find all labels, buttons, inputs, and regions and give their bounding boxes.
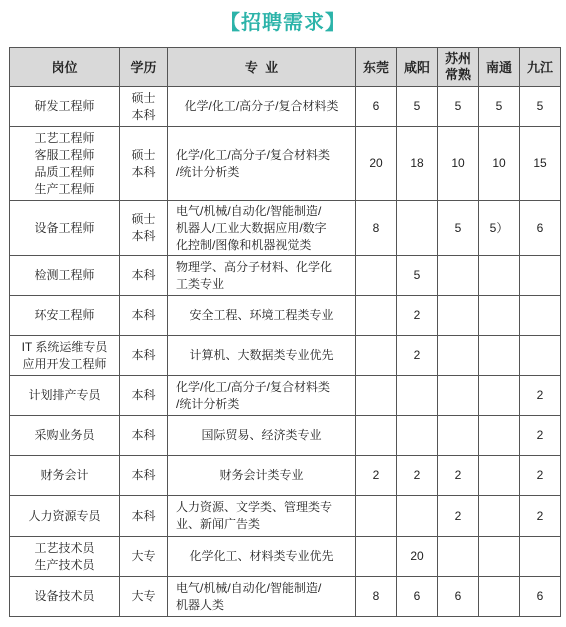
education-cell-line: 本科 <box>131 468 156 482</box>
count-xianyang: 2 <box>397 296 438 336</box>
education-cell-line: 大专 <box>131 549 156 563</box>
education-cell-line: 硕士 <box>131 90 156 105</box>
count-xianyang: 20 <box>397 537 438 577</box>
education-cell <box>120 376 168 416</box>
education-cell-line: 本科 <box>131 388 156 402</box>
count-dongguan <box>356 496 397 537</box>
count-jiujiang: 2 <box>520 496 561 537</box>
major-cell-line: 化控制/图像和机器视觉类 <box>176 237 312 252</box>
position-cell <box>10 496 120 537</box>
table-row <box>10 256 561 296</box>
header-education: 学历 <box>120 48 168 87</box>
table-row <box>10 496 561 537</box>
count-jiujiang <box>520 256 561 296</box>
major-cell-line: 电气/机械/自动化/智能制造/ <box>176 203 322 218</box>
position-cell-line: 客服工程师 <box>34 147 95 162</box>
position-cell-line: 生产技术员 <box>34 557 95 572</box>
education-cell-line: 本科 <box>131 107 156 122</box>
major-cell-line: 机器人类 <box>176 597 225 612</box>
count-nantong <box>479 537 520 577</box>
major-cell-line: 国际贸易、经济类专业 <box>201 428 322 442</box>
table-row <box>10 127 561 201</box>
count-dongguan: 8 <box>356 201 397 256</box>
position-cell-line: 计划排产专员 <box>28 388 101 402</box>
table-header-row <box>10 48 561 87</box>
count-jiujiang <box>520 537 561 577</box>
major-cell <box>168 296 356 336</box>
count-xianyang: 6 <box>397 577 438 617</box>
position-cell <box>10 577 120 617</box>
position-cell <box>10 127 120 201</box>
count-jiujiang: 6 <box>520 201 561 256</box>
position-cell-line: 人力资源专员 <box>28 508 101 523</box>
count-suzhou-changshu <box>438 537 479 577</box>
education-cell <box>120 416 168 456</box>
count-suzhou-changshu: 6 <box>438 577 479 617</box>
count-jiujiang: 2 <box>520 456 561 496</box>
table-row <box>10 296 561 336</box>
position-cell-line: 工艺技术员 <box>34 540 95 555</box>
count-dongguan: 2 <box>356 456 397 496</box>
education-cell <box>120 456 168 496</box>
education-cell-line: 硕士 <box>131 147 156 162</box>
count-dongguan <box>356 416 397 456</box>
major-cell-line: 业、新闻广告类 <box>176 517 261 531</box>
table-row <box>10 201 561 256</box>
major-cell-line: 安全工程、环境工程类专业 <box>189 308 334 322</box>
position-cell <box>10 87 120 127</box>
count-xianyang: 2 <box>397 336 438 376</box>
major-cell-line: 电气/机械/自动化/智能制造/ <box>176 580 322 595</box>
education-cell-line: 本科 <box>131 268 156 282</box>
count-xianyang: 18 <box>397 127 438 201</box>
count-xianyang <box>397 416 438 456</box>
count-xianyang: 5 <box>397 87 438 127</box>
position-cell <box>10 296 120 336</box>
education-cell <box>120 127 168 201</box>
position-cell-line: IT 系统运维专员 <box>21 339 108 354</box>
header-xianyang: 咸阳 <box>397 48 438 87</box>
major-cell-line: 财务会计类专业 <box>219 468 304 482</box>
education-cell <box>120 577 168 617</box>
table-row <box>10 456 561 496</box>
header-suzhou-changshu: 苏州 常熟 <box>438 48 479 87</box>
count-suzhou-changshu <box>438 296 479 336</box>
major-cell <box>168 256 356 296</box>
count-jiujiang: 2 <box>520 376 561 416</box>
position-cell-line: 品质工程师 <box>34 164 95 179</box>
count-xianyang <box>397 376 438 416</box>
education-cell-line: 大专 <box>131 589 156 603</box>
count-jiujiang: 15 <box>520 127 561 201</box>
major-cell <box>168 336 356 376</box>
education-cell <box>120 256 168 296</box>
count-jiujiang: 2 <box>520 416 561 456</box>
count-suzhou-changshu <box>438 336 479 376</box>
education-cell-line: 本科 <box>131 229 156 243</box>
education-cell <box>120 496 168 537</box>
header-dongguan: 东莞 <box>356 48 397 87</box>
header-jiujiang: 九江 <box>520 48 561 87</box>
count-suzhou-changshu <box>438 416 479 456</box>
table-row <box>10 577 561 617</box>
count-xianyang: 5 <box>397 256 438 296</box>
major-cell-line: 计算机、大数据类专业优先 <box>189 348 334 362</box>
count-xianyang: 2 <box>397 456 438 496</box>
table-row <box>10 87 561 127</box>
position-cell-line: 采购业务员 <box>34 428 95 442</box>
education-cell-line: 本科 <box>131 348 156 362</box>
education-cell <box>120 537 168 577</box>
position-cell-line: 检测工程师 <box>34 268 95 282</box>
education-cell <box>120 336 168 376</box>
major-cell <box>168 456 356 496</box>
count-jiujiang: 6 <box>520 577 561 617</box>
major-cell <box>168 127 356 201</box>
count-suzhou-changshu: 2 <box>438 456 479 496</box>
table-row <box>10 376 561 416</box>
major-cell-line: 人力资源、文学类、管理类专 <box>176 500 333 514</box>
major-cell-line: 物理学、高分子材料、化学化 <box>176 259 333 274</box>
count-suzhou-changshu <box>438 256 479 296</box>
position-cell-line: 应用开发工程师 <box>22 356 107 371</box>
count-nantong <box>479 376 520 416</box>
count-nantong: 10 <box>479 127 520 201</box>
major-cell <box>168 496 356 537</box>
table-row <box>10 416 561 456</box>
major-cell <box>168 87 356 127</box>
count-suzhou-changshu: 5 <box>438 87 479 127</box>
position-cell <box>10 201 120 256</box>
count-nantong: 5 <box>479 87 520 127</box>
major-cell-line: 化学/化工/高分子/复合材料类 <box>184 99 339 113</box>
count-jiujiang: 5 <box>520 87 561 127</box>
position-cell-line: 研发工程师 <box>34 99 95 113</box>
education-cell <box>120 87 168 127</box>
position-cell <box>10 376 120 416</box>
table-row <box>10 336 561 376</box>
position-cell-line: 财务会计 <box>40 468 89 482</box>
education-cell-line: 硕士 <box>131 212 156 226</box>
table-row <box>10 537 561 577</box>
education-cell <box>120 201 168 256</box>
count-nantong <box>479 336 520 376</box>
count-suzhou-changshu: 2 <box>438 496 479 537</box>
count-nantong <box>479 256 520 296</box>
header-major: 专 业 <box>168 48 356 87</box>
count-nantong <box>479 577 520 617</box>
position-cell <box>10 336 120 376</box>
major-cell <box>168 577 356 617</box>
recruitment-table <box>9 47 561 617</box>
position-cell-line: 设备技术员 <box>34 589 95 603</box>
major-cell <box>168 416 356 456</box>
count-dongguan <box>356 537 397 577</box>
major-cell-line: 化学/化工/高分子/复合材料类 <box>176 147 331 162</box>
count-suzhou-changshu <box>438 376 479 416</box>
education-cell-line: 本科 <box>131 508 156 523</box>
position-cell <box>10 456 120 496</box>
count-dongguan <box>356 296 397 336</box>
header-nantong: 南通 <box>479 48 520 87</box>
count-dongguan <box>356 256 397 296</box>
major-cell-line: 工类专业 <box>176 276 225 291</box>
position-cell <box>10 416 120 456</box>
position-cell-line: 生产工程师 <box>34 181 95 196</box>
education-cell-line: 本科 <box>131 164 156 179</box>
header-position: 岗位 <box>10 48 120 87</box>
count-suzhou-changshu: 10 <box>438 127 479 201</box>
count-nantong <box>479 416 520 456</box>
major-cell-line: /统计分析类 <box>176 396 240 411</box>
major-cell-line: /统计分析类 <box>176 164 240 179</box>
count-dongguan <box>356 376 397 416</box>
count-dongguan: 8 <box>356 577 397 617</box>
count-jiujiang <box>520 296 561 336</box>
major-cell-line: 机器人/工业大数据应用/数字 <box>176 220 327 235</box>
page-title: 【招聘需求】 <box>220 12 346 34</box>
education-cell-line: 本科 <box>131 308 156 322</box>
major-cell-line: 化学化工、材料类专业优先 <box>189 549 334 563</box>
position-cell <box>10 537 120 577</box>
education-cell <box>120 296 168 336</box>
count-nantong <box>479 296 520 336</box>
major-cell <box>168 376 356 416</box>
count-nantong: 5） <box>479 201 520 256</box>
position-cell-line: 工艺工程师 <box>34 130 95 145</box>
count-dongguan: 20 <box>356 127 397 201</box>
major-cell <box>168 537 356 577</box>
count-xianyang <box>397 496 438 537</box>
major-cell-line: 化学/化工/高分子/复合材料类 <box>176 379 331 394</box>
major-cell <box>168 201 356 256</box>
position-cell-line: 环安工程师 <box>34 308 95 322</box>
count-jiujiang <box>520 336 561 376</box>
count-dongguan <box>356 336 397 376</box>
position-cell-line: 设备工程师 <box>34 220 95 235</box>
count-xianyang <box>397 201 438 256</box>
count-nantong <box>479 496 520 537</box>
position-cell <box>10 256 120 296</box>
count-suzhou-changshu: 5 <box>438 201 479 256</box>
count-dongguan: 6 <box>356 87 397 127</box>
education-cell-line: 本科 <box>131 428 156 442</box>
count-nantong <box>479 456 520 496</box>
